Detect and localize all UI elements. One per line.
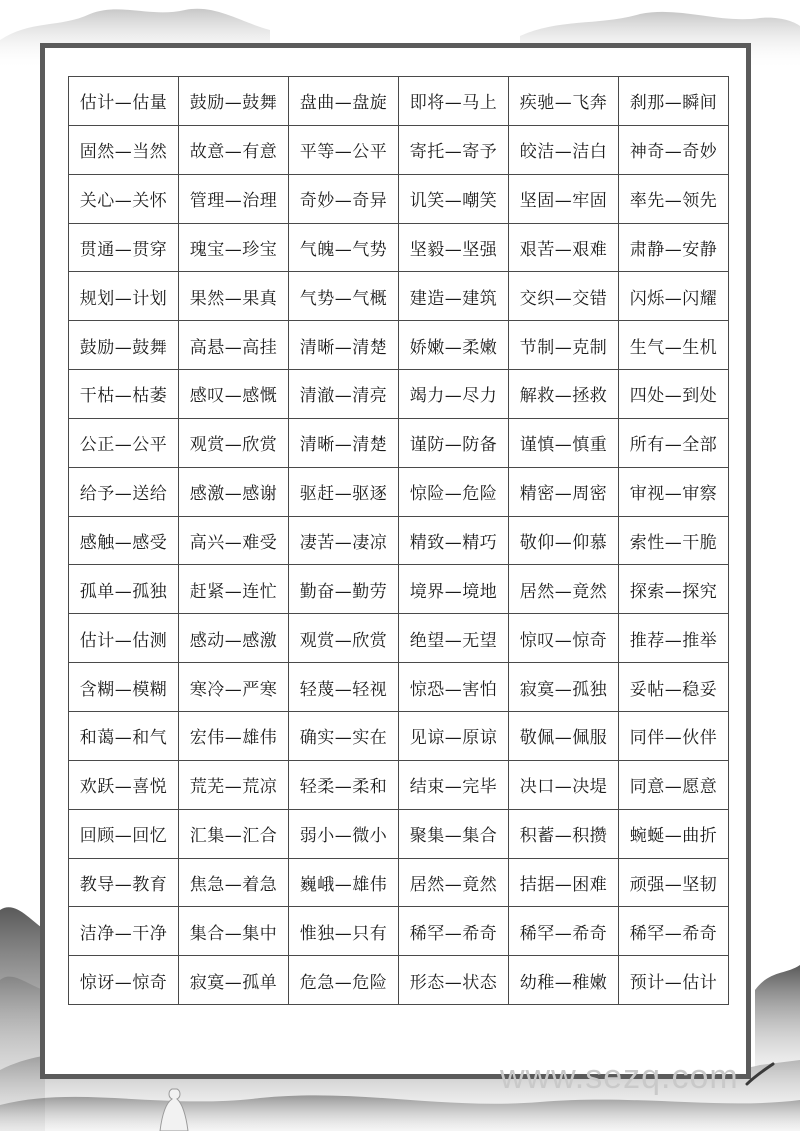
word-pair-cell: 确实—实在 [289, 711, 399, 760]
word-pair-cell: 固然—当然 [69, 125, 179, 174]
word-pair-cell: 危急—危险 [289, 956, 399, 1005]
word-pair-cell: 形态—状态 [399, 956, 509, 1005]
table-row [69, 956, 729, 1005]
word-pair-cell: 敬佩—佩服 [509, 711, 619, 760]
word-pair-cell: 疾驰—飞奔 [509, 77, 619, 126]
word-pair-cell: 妥帖—稳妥 [619, 663, 729, 712]
word-pair-cell: 神奇—奇妙 [619, 125, 729, 174]
table-row [69, 321, 729, 370]
word-pair-cell: 艰苦—艰难 [509, 223, 619, 272]
word-pair-cell: 洁净—干净 [69, 907, 179, 956]
word-pair-cell: 精密—周密 [509, 467, 619, 516]
word-pair-cell: 观赏—欣赏 [289, 614, 399, 663]
word-pair-cell: 含糊—模糊 [69, 663, 179, 712]
word-pair-cell: 居然—竟然 [399, 858, 509, 907]
word-pair-cell: 即将—马上 [399, 77, 509, 126]
word-pair-cell: 感触—感受 [69, 516, 179, 565]
table-row [69, 125, 729, 174]
word-pair-cell: 孤单—孤独 [69, 565, 179, 614]
word-pair-cell: 集合—集中 [179, 907, 289, 956]
word-pair-cell: 同意—愿意 [619, 760, 729, 809]
word-pair-cell: 娇嫩—柔嫩 [399, 321, 509, 370]
word-pair-cell: 感激—感谢 [179, 467, 289, 516]
word-pair-cell: 预计—估计 [619, 956, 729, 1005]
word-pair-cell: 和蔼—和气 [69, 711, 179, 760]
word-pair-cell: 四处—到处 [619, 370, 729, 419]
table-row [69, 77, 729, 126]
table-row [69, 370, 729, 419]
word-pair-cell: 寂寞—孤独 [509, 663, 619, 712]
word-pair-cell: 估计—估量 [69, 77, 179, 126]
word-pair-cell: 给予—送给 [69, 467, 179, 516]
table-row [69, 565, 729, 614]
synonym-table [68, 76, 729, 1005]
word-pair-cell: 惊险—危险 [399, 467, 509, 516]
word-pair-cell: 瑰宝—珍宝 [179, 223, 289, 272]
word-pair-cell: 谨慎—慎重 [509, 418, 619, 467]
word-pair-cell: 见谅—原谅 [399, 711, 509, 760]
word-pair-cell: 皎洁—洁白 [509, 125, 619, 174]
word-pair-cell: 宏伟—雄伟 [179, 711, 289, 760]
word-pair-cell: 鼓励—鼓舞 [69, 321, 179, 370]
word-pair-cell: 稀罕—希奇 [619, 907, 729, 956]
word-pair-cell: 节制—克制 [509, 321, 619, 370]
word-pair-cell: 解救—拯救 [509, 370, 619, 419]
word-pair-cell: 坚固—牢固 [509, 174, 619, 223]
table-row [69, 174, 729, 223]
word-pair-cell: 估计—估测 [69, 614, 179, 663]
word-pair-cell: 巍峨—雄伟 [289, 858, 399, 907]
word-pair-cell: 寄托—寄予 [399, 125, 509, 174]
word-pair-cell: 拮据—困难 [509, 858, 619, 907]
table-row [69, 711, 729, 760]
table-row [69, 614, 729, 663]
word-pair-cell: 居然—竟然 [509, 565, 619, 614]
word-pair-cell: 推荐—推举 [619, 614, 729, 663]
word-pair-cell: 闪烁—闪耀 [619, 272, 729, 321]
word-pair-cell: 敬仰—仰慕 [509, 516, 619, 565]
word-pair-cell: 焦急—着急 [179, 858, 289, 907]
word-pair-cell: 索性—干脆 [619, 516, 729, 565]
watermark-text: www.sezq.com [500, 1058, 739, 1096]
word-pair-cell: 凄苦—凄凉 [289, 516, 399, 565]
table-row [69, 760, 729, 809]
table-row [69, 467, 729, 516]
word-pair-cell: 清晰—清楚 [289, 321, 399, 370]
word-pair-cell: 轻柔—柔和 [289, 760, 399, 809]
word-pair-cell: 生气—生机 [619, 321, 729, 370]
word-pair-cell: 荒芜—荒凉 [179, 760, 289, 809]
word-pair-cell: 清澈—清亮 [289, 370, 399, 419]
word-pair-cell: 气魄—气势 [289, 223, 399, 272]
word-pair-cell: 高兴—难受 [179, 516, 289, 565]
word-pair-cell: 教导—教育 [69, 858, 179, 907]
word-pair-cell: 盘曲—盘旋 [289, 77, 399, 126]
word-pair-cell: 率先—领先 [619, 174, 729, 223]
word-pair-cell: 建造—建筑 [399, 272, 509, 321]
word-pair-cell: 审视—审察 [619, 467, 729, 516]
word-pair-cell: 平等—公平 [289, 125, 399, 174]
word-pair-cell: 勤奋—勤劳 [289, 565, 399, 614]
word-pair-cell: 讥笑—嘲笑 [399, 174, 509, 223]
brush-stroke-icon [745, 1062, 775, 1086]
table-row [69, 272, 729, 321]
word-pair-cell: 公正—公平 [69, 418, 179, 467]
word-pair-cell: 境界—境地 [399, 565, 509, 614]
word-pair-cell: 故意—有意 [179, 125, 289, 174]
word-pair-cell: 积蓄—积攒 [509, 809, 619, 858]
word-pair-cell: 轻蔑—轻视 [289, 663, 399, 712]
word-pair-cell: 鼓励—鼓舞 [179, 77, 289, 126]
word-pair-cell: 交织—交错 [509, 272, 619, 321]
word-pair-cell: 结束—完毕 [399, 760, 509, 809]
word-pair-cell: 寒冷—严寒 [179, 663, 289, 712]
word-pair-cell: 汇集—汇合 [179, 809, 289, 858]
table-row [69, 809, 729, 858]
word-pair-cell: 欢跃—喜悦 [69, 760, 179, 809]
table-row [69, 663, 729, 712]
word-pair-cell: 精致—精巧 [399, 516, 509, 565]
word-pair-cell: 回顾—回忆 [69, 809, 179, 858]
word-pair-cell: 同伴—伙伴 [619, 711, 729, 760]
word-pair-cell: 贯通—贯穿 [69, 223, 179, 272]
table-row [69, 858, 729, 907]
ink-figure-icon [150, 1085, 200, 1131]
word-pair-cell: 惊叹—惊奇 [509, 614, 619, 663]
word-pair-cell: 顽强—坚韧 [619, 858, 729, 907]
word-pair-cell: 竭力—尽力 [399, 370, 509, 419]
word-pair-cell: 高悬—高挂 [179, 321, 289, 370]
word-pair-cell: 肃静—安静 [619, 223, 729, 272]
word-pair-cell: 谨防—防备 [399, 418, 509, 467]
word-pair-cell: 赶紧—连忙 [179, 565, 289, 614]
word-pair-cell: 观赏—欣赏 [179, 418, 289, 467]
word-pair-cell: 规划—计划 [69, 272, 179, 321]
word-pair-cell: 决口—决堤 [509, 760, 619, 809]
table-row [69, 223, 729, 272]
word-pair-cell: 聚集—集合 [399, 809, 509, 858]
word-pair-cell: 惊讶—惊奇 [69, 956, 179, 1005]
word-pair-cell: 干枯—枯萎 [69, 370, 179, 419]
word-pair-cell: 管理—治理 [179, 174, 289, 223]
word-pair-cell: 坚毅—坚强 [399, 223, 509, 272]
table-row [69, 418, 729, 467]
word-pair-cell: 驱赶—驱逐 [289, 467, 399, 516]
word-pair-cell: 感叹—感慨 [179, 370, 289, 419]
word-pair-cell: 寂寞—孤单 [179, 956, 289, 1005]
table-row [69, 907, 729, 956]
word-pair-cell: 惊恐—害怕 [399, 663, 509, 712]
word-pair-cell: 清晰—清楚 [289, 418, 399, 467]
word-pair-cell: 刹那—瞬间 [619, 77, 729, 126]
word-pair-cell: 所有—全部 [619, 418, 729, 467]
word-pair-cell: 气势—气概 [289, 272, 399, 321]
word-pair-cell: 幼稚—稚嫩 [509, 956, 619, 1005]
word-pair-cell: 惟独—只有 [289, 907, 399, 956]
word-pair-cell: 果然—果真 [179, 272, 289, 321]
word-pair-cell: 绝望—无望 [399, 614, 509, 663]
table-row [69, 516, 729, 565]
word-pair-cell: 稀罕—希奇 [509, 907, 619, 956]
word-pair-cell: 稀罕—希奇 [399, 907, 509, 956]
word-pair-cell: 奇妙—奇异 [289, 174, 399, 223]
word-pair-cell: 探索—探究 [619, 565, 729, 614]
word-pair-cell: 蜿蜒—曲折 [619, 809, 729, 858]
word-pair-cell: 弱小—微小 [289, 809, 399, 858]
word-pair-cell: 关心—关怀 [69, 174, 179, 223]
word-pair-cell: 感动—感激 [179, 614, 289, 663]
